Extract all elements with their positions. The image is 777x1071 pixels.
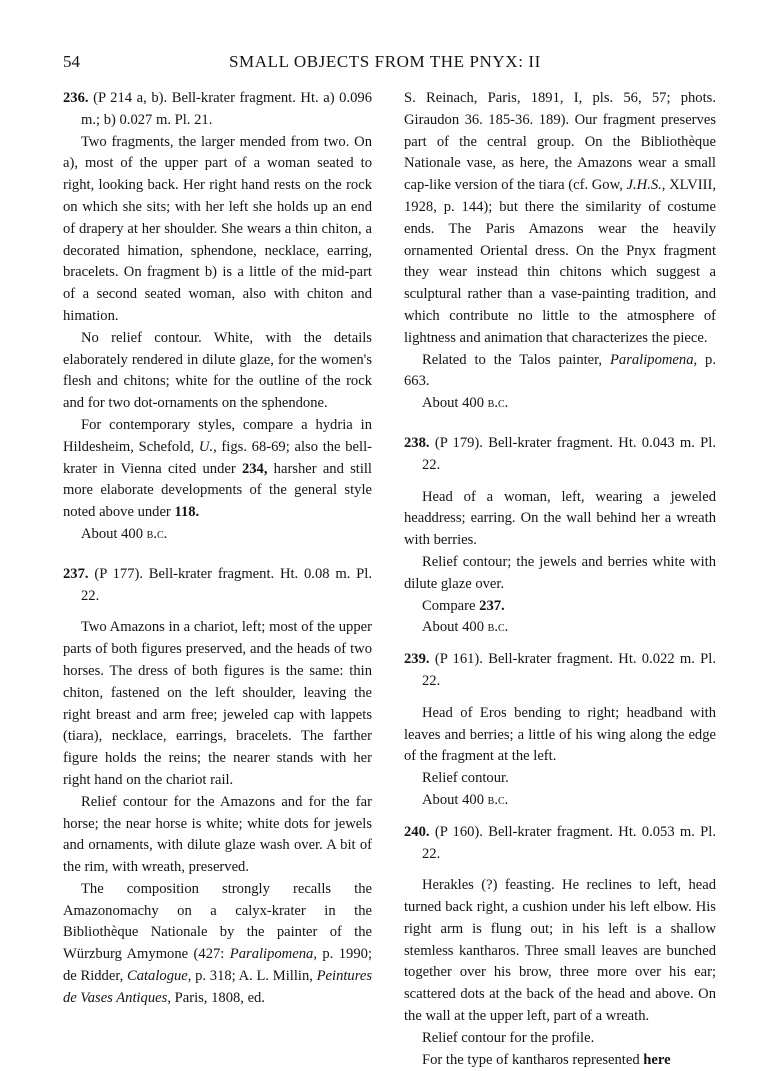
entry-240-number: 240. xyxy=(404,823,430,840)
entry-239-date: About 400 b.c. xyxy=(422,791,509,808)
entry-237-composition: The composition strongly recalls the Amazonomachy on a calyx-krater in the Bibliothèque Nationale by the painter of the Würzburg Amymone (427: Paralipomena, p. 1990; de Ridder, Catalogue, p. 318; A. L. Millin, Peintures de Vases Antiques, Paris, 1808, ed. xyxy=(63,880,373,1006)
left-column xyxy=(63,88,372,1010)
entry-239-heading xyxy=(404,649,716,693)
entry-238-description: Head of a woman, left, wearing a jeweled headdress; earring. On the wall behind her a wreath with berries. xyxy=(404,488,716,549)
entry-236-head-text: (P 214 a, b). Bell-krater fragment. Ht. a) 0.096 m.; b) 0.027 m. Pl. 21. xyxy=(81,90,373,128)
entry-238-number: 238. xyxy=(404,434,430,451)
entry-237-technique: Relief contour for the Amazons and for the far horse; the near horse is white; white dots for jewels and ornaments, with dilute glaze wash over. A bit of the rim, with wreath, preserved. xyxy=(63,793,372,876)
entry-237-heading xyxy=(63,564,372,608)
page-header xyxy=(0,52,777,76)
entry-237-number: 237. xyxy=(63,565,89,582)
entry-237-continuation: S. Reinach, Paris, 1891, I, pls. 56, 57; phots. Giraudon 36. 185-36. 189). Our fragment preserves part of the central group. On the Bibliothèque Nationale vase, as here, the Amazons wear a small cap-like version of the tiara (cf. Gow, J.H.S., XLVIII, 1928, p. 144); but there the similarity of costume ends. The Paris Amazons wear the heavily ornamented Oriental dress. On the Pnyx fragment they wear instead thin chitons which suggest a sculptural rather than a vase-painting tradition, and which contribute no little to the atmosphere of lightness and animation that characterizes the piece. xyxy=(404,90,717,346)
entry-239-technique: Relief contour. xyxy=(422,770,509,787)
entry-240-technique: Relief contour for the profile. xyxy=(422,1029,595,1046)
entry-236-date: About 400 b.c. xyxy=(81,525,168,542)
entry-236-description: Two fragments, the larger mended from two. On a), most of the upper part of a woman seated to right, looking back. Her right hand rests on the rock on which she sits; with her left she holds up an end of drapery at her shoulder. She wears a thin chiton, a decorated himation, sphendone, necklace, earring, bracelets. On fragment b) is a little of the mid-part of a second seated woman, also with chiton and himation. xyxy=(63,133,372,324)
running-head: SMALL OBJECTS FROM THE PNYX: II xyxy=(229,52,541,71)
entry-239-head-text: (P 161). Bell-krater fragment. Ht. 0.022 m. Pl. 22. xyxy=(422,651,716,689)
entry-236-heading xyxy=(63,88,372,132)
right-column xyxy=(404,88,716,1071)
entry-237-head-text: (P 177). Bell-krater fragment. Ht. 0.08 m. Pl. 22. xyxy=(81,565,372,604)
entry-237-description: Two Amazons in a chariot, left; most of the upper parts of both figures preserved, and the heads of two horses. The dress of both figures is the same: thin chiton, fastened on the left shoulder, leaving the right breast and arm free; jeweled cap with lappets (tiara), necklace, earrings, bracelets. The farther figure holds the reins; the nearer stands with her right hand on the chariot rail. xyxy=(63,619,372,788)
entry-240-kantharos-note: For the type of kantharos represented here xyxy=(422,1051,671,1068)
entry-236-technique: No relief contour. White, with the details elaborately rendered in dilute glaze, for the women's flesh and chitons; white for the outline of the rock and for two dot-ornaments on the sphendone. xyxy=(63,329,372,412)
entry-239-number: 239. xyxy=(404,651,430,668)
entry-239-description: Head of Eros bending to right; headband with leaves and berries; a little of his wing along the edge of the fragment at the left. xyxy=(404,704,716,765)
entry-240-heading xyxy=(404,822,716,866)
page-number: 54 xyxy=(63,52,80,71)
entry-238-head-text: (P 179). Bell-krater fragment. Ht. 0.043 m. Pl. 22. xyxy=(422,434,716,473)
entry-238-technique: Relief contour; the jewels and berries white with dilute glaze over. xyxy=(404,553,716,592)
entry-238-compare: Compare 237. xyxy=(422,597,505,614)
entry-240-description: Herakles (?) feasting. He reclines to left, head turned back right, a cushion under his left elbow. His right arm is flung out; in his left is a shallow stemless kantharos. Three small leaves are bunched together over his brow, three more over his ear; scattered dots at the back of the head and above. On the wall at the upper left, part of a wreath. xyxy=(404,877,716,1025)
entry-237-attribution: Related to the Talos painter, Paralipomena, p. 663. xyxy=(404,351,716,390)
entry-238-heading xyxy=(404,433,716,477)
entry-238-date: About 400 b.c. xyxy=(422,619,509,636)
entry-240-head-text: (P 160). Bell-krater fragment. Ht. 0.053 m. Pl. 22. xyxy=(422,823,716,862)
entry-236-comparison: For contemporary styles, compare a hydria in Hildesheim, Schefold, U., figs. 68-69; also the bell-krater in Vienna cited under 234, harsher and still more elaborate developments of the general style noted above under 118. xyxy=(63,416,372,521)
entry-237-date: About 400 b.c. xyxy=(422,395,509,412)
entry-236-number: 236. xyxy=(63,90,89,106)
